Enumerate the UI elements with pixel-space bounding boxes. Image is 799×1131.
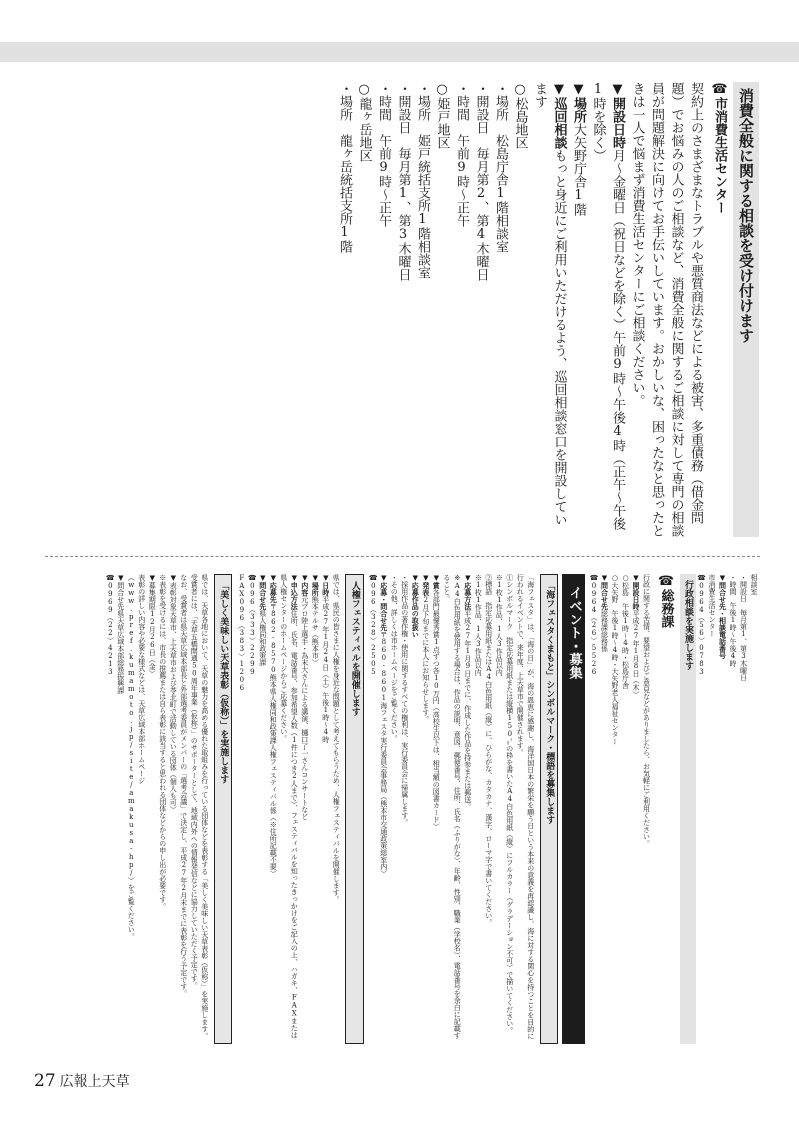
consumer-hours-value: 月〜金曜日（祝日などを除く）午前9時〜午後4時（正午〜午後1時を除く）: [590, 82, 625, 530]
consumer-line: ○龍ヶ岳地区: [356, 82, 372, 162]
consumer-tour-label: ▼巡回相談: [551, 82, 567, 149]
amakusa-deadline: ▼募集期限12月26日（金）: [148, 574, 157, 677]
rights-body: 県では、県民の皆さまに人権を身近な問題として考えてもらうため、人権フェスティバルを開催します。: [332, 574, 341, 903]
rights-contact: [257, 574, 268, 1044]
admin-contact: [717, 574, 728, 1044]
admin-line: ・開設日 毎月第1、第3木曜日: [739, 574, 748, 681]
event-method-label: ▼応募方法: [463, 574, 472, 610]
amakusa-contact: ▼問合せ先県天草広域本部総務振興課: [116, 574, 125, 694]
admin-contact2-label: ▼問合せ先: [600, 574, 609, 610]
rights-content-value: 元プロ陸上選手・為末大さんによる講演、樋口了一さんコンサートなど: [300, 596, 309, 820]
consumer-place: [569, 82, 589, 537]
consumer-line: ○姫戸地区: [434, 82, 450, 149]
consumer-line: ・場所 龍ヶ岳統括支所1階: [337, 82, 352, 253]
event-apply-value: 〒860-8601海フェスタ実行委員会事務局（熊本市交通政策総室内）: [379, 631, 388, 877]
top-band: [0, 42, 799, 62]
rights-content-label: ▼内容: [300, 574, 309, 596]
section-divider: [45, 556, 760, 557]
event-banner: イベント・募集: [562, 574, 584, 1044]
event-rights-value2: ・その他、詳しくは市ホームページをご覧ください。: [390, 574, 399, 742]
rights-contact-label: ▼問合せ先: [258, 574, 267, 610]
admin-line: ○大矢野 午後1時〜4時・大矢野老人福祉センター: [611, 574, 619, 745]
admin-date: [631, 574, 642, 1044]
rights-dest-value: 〒862-8570熊本県人権同和政策課人権フェスティバル係（※住所記載不要）: [269, 603, 278, 877]
rights-content: [299, 574, 310, 1044]
consumer-hours: [588, 82, 627, 537]
rights-date-value: 平成27年1月24日（土）午後1時〜4時: [321, 596, 330, 743]
event-rights: [410, 574, 421, 1044]
amakusa-note: ※表彰を受けるには、市長の推薦または自ら表彰に該当すると思われる団体などからの申し出が必要です。: [158, 574, 167, 910]
admin-date-value: 平成27年1月8日（木）: [632, 610, 640, 698]
event-prize: [431, 574, 442, 1044]
page-number: 27: [34, 1071, 56, 1091]
consumer-line: ・場所 姫戸統括支所1階相談室: [415, 82, 430, 279]
event-announce-label: ▼発表: [421, 574, 430, 596]
rights-apply: [278, 574, 299, 1044]
consumer-line: ・開設日 毎月第1、第3木曜日: [395, 82, 411, 281]
admin-line: ・時間 午後1時〜午後4時: [729, 574, 737, 667]
admin-contact-value: 市消費生活センター: [708, 574, 716, 637]
consumer-dept: ☎市消費生活センター: [712, 82, 727, 214]
consumer-tour: [530, 82, 569, 537]
amakusa-phone: ☎0969（22）4213: [106, 574, 115, 676]
rights-date: [320, 574, 331, 1044]
amakusa-body2: 受賞者には、「天草五橋開通50周年事業（仮称）」のサポーターとして、地域内外への情報発信などに協力していただく予定です。: [190, 574, 199, 989]
admin-dept: ☎総務課: [658, 574, 674, 628]
rights-dest: [268, 574, 279, 1044]
rights-place-value: 熊本テルサ（熊本市）: [311, 596, 320, 666]
admin-line: ○松島 午後1時〜4時・松島庁舎: [621, 574, 630, 689]
amakusa-body3: なお、受賞者は県天草広域本部長と外部選考委員がメンバーの「選考会議」で決定し、平成27年2月末までに表彰を行う予定です。: [179, 574, 188, 997]
consumer-body: 契約上のさまざまなトラブルや悪質商法などによる被害、多重債務（借金問題）でお悩みの人のご相談など、消費全般に関するご相談に対して専門の相談員が問題解決に向けてお手伝いしています。おかしいな、困ったなと思ったときは一人で悩まず消費生活センターにご相談ください。: [629, 82, 703, 537]
admin-body: 行政に関する苦情、要望およびご意見などがありましたら、お気軽にご利用ください。: [642, 574, 651, 847]
rights-apply-label: ▼申込方法: [290, 574, 299, 610]
admin-contact-label: ▼問合せ先・相談電話番号: [718, 574, 727, 659]
admin-line: 相談室: [750, 574, 758, 595]
event-prize-value: 各部門最優秀賞1点ずつ各10万円（高校生以下は、相当額の図書カード）: [432, 589, 441, 830]
rights-fax: FAX096（383）1206: [237, 574, 246, 692]
event-method-note: ※A4白色用紙を使用する場合は、作品の説明、意図、郵便番号、住所、氏名（ふりがな）、年齢、性別、職業（学校名）、電話番号を余白に記載すること。: [442, 574, 462, 1039]
rights-place: [310, 574, 321, 1044]
event-method-value: 平成27年1月9日までに、作成した作品を持参または郵送。: [463, 610, 472, 810]
admin-title: 行政相談を実施します: [680, 574, 697, 1044]
event-method: [462, 574, 473, 1044]
admin-contact2-value: 総務課総務係: [600, 610, 609, 652]
consumer-line: ○松島地区: [512, 82, 528, 149]
rights-title: 人権フェスティバルを開催します: [345, 574, 364, 1044]
consumer-tour-value: もっと身近にご利用いただけるよう、巡回相談窓口を開設しています: [532, 82, 567, 526]
event-prize-label: ▼賞: [432, 574, 441, 589]
event-rights-value: ・採用作品の著作権・使用に関するすべての権利は、実行委員会に帰属します。: [400, 574, 409, 826]
event-rights-label: ▼応募作品の取扱い: [411, 574, 420, 638]
event-apply-phone: ☎096（328）2505: [369, 574, 378, 676]
event-line: ②標語 指定応募用紙またはA4白色用紙（縦）に、ひらがな、カタカナ、漢字、ローマ字で書いてください。: [484, 574, 493, 926]
rights-dest-label: ▼応募先: [269, 574, 278, 603]
admin-contact2: [599, 574, 610, 1044]
event-line: ※1枚1作品、1人3作品以内: [474, 574, 483, 676]
magazine-name: 広報上天草: [59, 1074, 130, 1090]
amakusa-title: 「美しく美味しい天草表彰（仮称）」を実施します: [214, 574, 233, 1044]
rights-date-label: ▼日時: [321, 574, 330, 596]
event-title: 「海フェスタくまもと」シンボルマーク・標語を募集します: [540, 574, 559, 1044]
event-announce: [420, 574, 431, 1044]
rights-place-label: ▼場所: [311, 574, 320, 596]
consumer-line: ・時間 午前9時〜正午: [376, 82, 391, 227]
consumer-line: ・場所 松島庁舎1階相談室: [493, 82, 508, 253]
admin-phone: ☎0964（56）0783: [697, 574, 706, 676]
event-line: ※1枚1作品、1人3作品以内: [495, 574, 504, 676]
rights-contact-value: 県人権同和政策課: [258, 610, 267, 666]
consumer-title: 消費全般に関する相談を受け付けます: [733, 82, 759, 537]
event-apply: [378, 574, 389, 1044]
amakusa-target: ▼表彰対象天草市、上天草市および苓北町で活動している団体（個人も可）: [169, 574, 178, 813]
page-footer: [34, 1072, 130, 1091]
amakusa-detail: 表彰の詳しい内容や必要な様式などは、天草広域本部ホームページ（www.pref.kumamoto.jp/site/amakusa-hp/）をご覧ください。: [127, 574, 146, 940]
event-line: ①シンボルマーク 指定応募用紙または縦横150㍉の枠を書いたA4白色用紙（縦）にフルカラー（グラデーション不可）で描いてください。: [505, 574, 514, 1034]
consumer-section: [44, 82, 759, 537]
event-announce-value: 2月下旬までに本人にお知らせします。: [421, 596, 430, 723]
admin-event-section: [44, 574, 759, 1044]
consumer-hours-label: ▼開設日時: [610, 82, 625, 149]
rights-phone: ☎096（333）2299: [248, 574, 257, 676]
event-apply-label: ▼応募・問合せ先: [379, 574, 388, 631]
rights-apply-value: 住所、氏名、電話番号、参加希望人数（1件につき2人まで）、フェスティバルを知ったきっかけをご記入の上、ハガキ、FAXまたは県人権センターのホームページからご応募ください。: [279, 574, 299, 1039]
admin-phone2: ☎0964（26）5526: [590, 574, 598, 676]
consumer-line: ・時間 午前9時〜正午: [454, 82, 469, 227]
admin-date-label: ▼開設日時: [632, 574, 640, 610]
consumer-place-label: ▼場所: [571, 82, 586, 123]
consumer-line: ・開設日 毎月第2、第4木曜日: [473, 82, 489, 281]
amakusa-body: 県では、天草各地において、天草の魅力を高める優れた取組みを行っている団体などを表彰する「美しく美味しい天草表彰（仮称）」を実施します。: [200, 574, 209, 1040]
consumer-place-value: 大矢野庁舎1階: [571, 123, 586, 216]
event-body: 「海フェスタ」は、「海の日」が、海の恩恵に感謝し、海洋国日本の繁栄を願う日という本来の意義を再認識し、海に対する関心を持つことを目的に行われるイベントで、来年度、上天草市で開催されます。: [516, 574, 535, 1040]
